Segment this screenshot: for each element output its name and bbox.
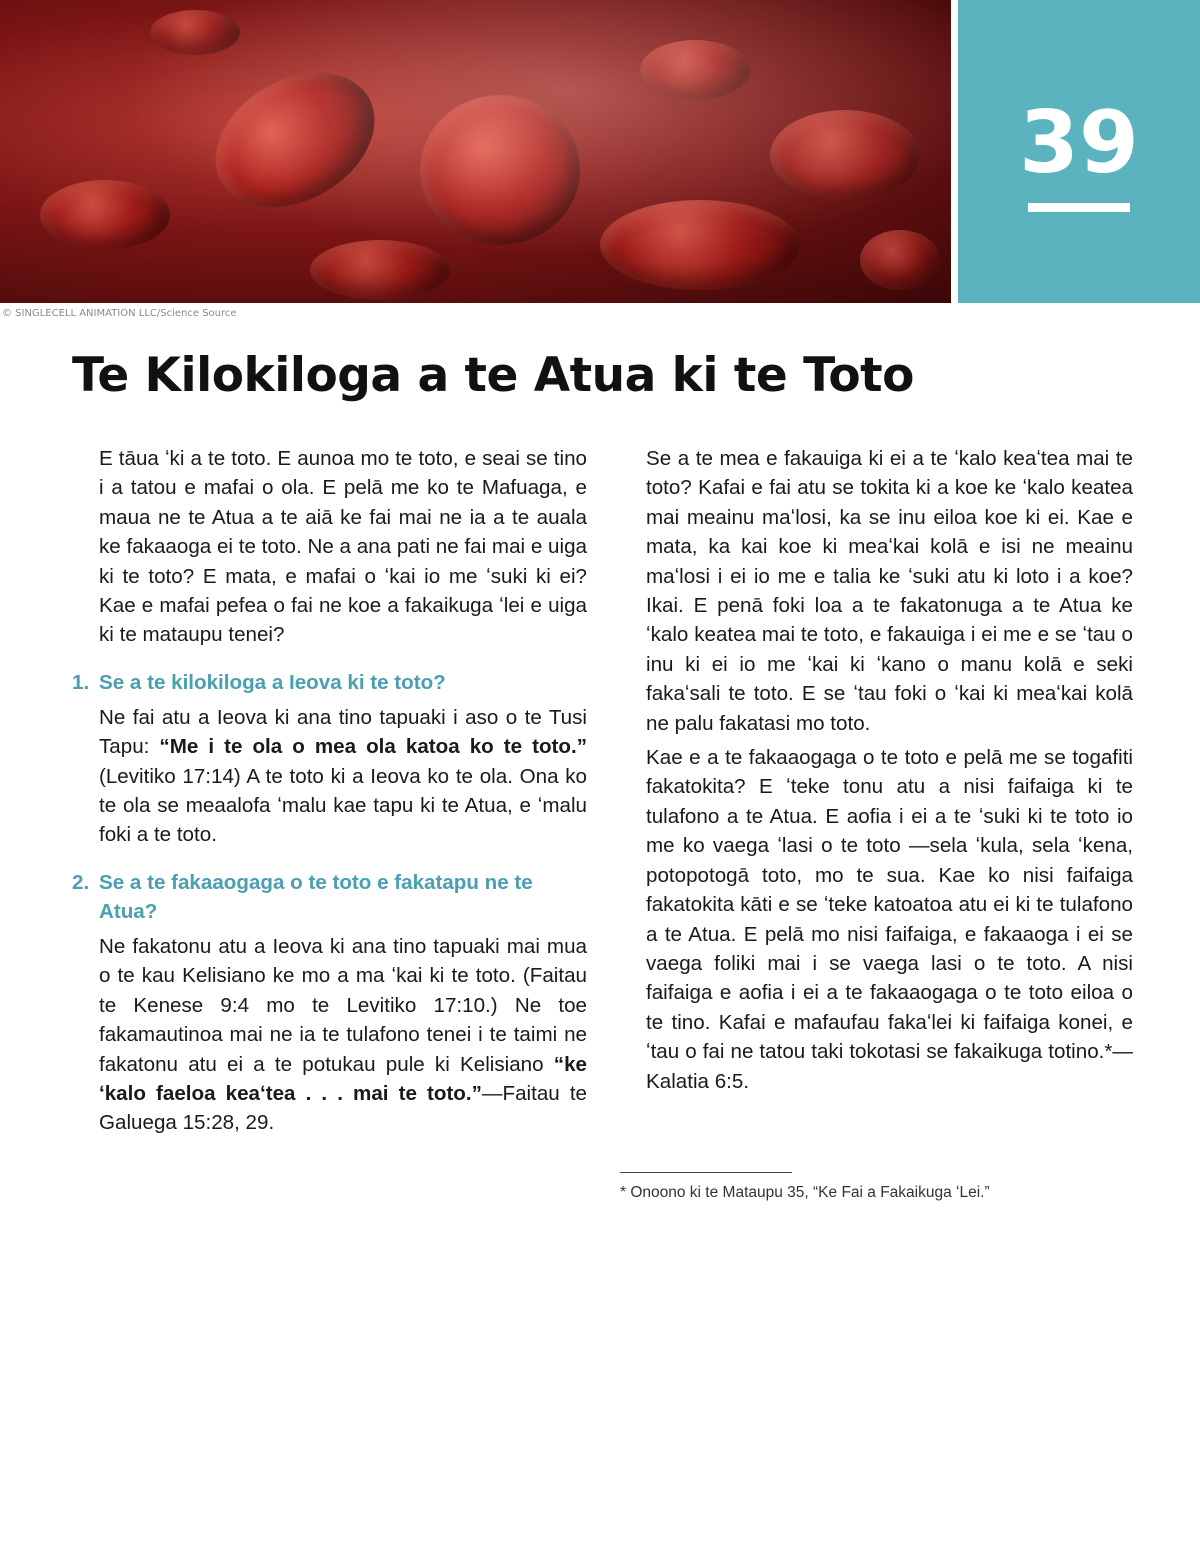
answer-paragraph-2 [99,932,587,1138]
question-text: Se a te fakaaogaga o te toto e fakatapu ne te Atua? [99,870,533,923]
text-run: (Levitiko 17:14) A te toto ki a Ieova ko te ola. Ona ko te ola se meaalofa ʻmalu kae tapu ki te Atua, e ʻmalu foki a te toto. [99,764,587,847]
body-paragraph: Se a te mea e fakauiga ki ei a te ʻkalo keaʻtea mai te toto? Kafai e fai atu se tokita ki a koe ke ʻkalo keatea mai meainu maʻlosi, ka se inu eiloa koe ki ei. Kae e mata, ka kai koe ki meaʻkai kolā e isi ne meainu maʻlosi i ei io me e talia ke ʻsuki atu ki loto i a koe? Ikai. E penā foki loa a te fakatonuga a te Atua ke ʻkalo keatea mai te toto, e fakauiga i ei me e se ʻtau o inu ki ei io me ʻkai ki ʻkano o manu kolā e seki fakaʻsali te toto. E se ʻtau foki o ʻkai ki meaʻkai kolā ne palu fakatasi mo toto. [646,447,1133,735]
text-run: Ne fai atu a Ieova ki ana tino tapuaki i aso o te Tusi Tapu: [99,705,587,759]
scripture-quote: “ke ʻkalo faeloa keaʻtea . . . mai te toto.” [99,1052,587,1105]
question-number: 2. [72,870,90,894]
page-title: Te Kilokiloga a te Atua ki te Toto [72,348,914,403]
blood-cells-image [0,0,951,303]
question-number: 1. [72,670,90,694]
image-haze [0,0,951,303]
image-credit: © SINGLECELL ANIMATION LLC/Science Source [2,308,237,319]
question-text: Se a te kilokiloga a Ieova ki te toto? [99,670,446,694]
answer-paragraph-1 [99,703,587,850]
chapter-underline [1028,203,1130,212]
chapter-number: 39 [1019,93,1139,193]
text-run: —Faitau te Galuega 15:28, 29. [99,1081,588,1135]
text-run: Ne fakatonu atu a Ieova ki ana tino tapuaki mai mua o te kau Kelisiano ke mo a ma ʻkai ki te toto. (Faitau te Kenese 9:4 mo te Levitiko 17:10.) Ne toe fakamautinoa mai ne ia te tulafono tenei i te taimi ne fakatonu atu ei a te potukau pule ki Kelisiano [99,934,587,1076]
intro-paragraph: E tāua ʻki a te toto. E aunoa mo te toto, e seai se tino i a tatou e mafai o ola. E pelā me ko te Mafuaga, e maua ne te Atua a te aiā ke fai mai ne ia a te auala ke fakaaoga ei te toto. Ne a ana pati ne fai mai e uiga ki te toto? E mata, e mafai o ʻkai io me ʻsuki ki ei? Kae e mafai pefea o fai ne koe a fakaikuga ʻlei e uiga ki te mataupu tenei? [99,447,587,647]
footnote-divider [620,1172,792,1173]
scripture-quote: “Me i te ola o mea ola katoa ko te toto.” [159,735,587,759]
left-column [72,444,588,1143]
question-heading-2 [72,868,587,926]
footnote: * Onoono ki te Mataupu 35, “Ke Fai a Fakaikuga ʻLei.” [620,1184,990,1201]
chapter-number-box [958,0,1200,303]
right-column [646,444,1133,1101]
question-heading-1 [72,668,587,697]
body-paragraph: Kae e a te fakaaogaga o te toto e pelā me se togafiti fakatokita? E ʻteke tonu atu a nisi faifaiga ki te tulafono a te Atua. E aofia i ei a te ʻsuki ki te toto io me ko vaega ʻlasi o te toto —sela ʻkula, sela ʻkena, potopotogā toto, mo te sua. Kae ko nisi faifaiga fakatokita kāti e se ʻteke katoatoa atu ei ki te tulafono a te Atua. E pelā mo nisi faifaiga, e fakaaoga i ei se vaega foliki mai i se vaega lasi o te toto. A nisi faifaiga e aofia i ei a te fakaaogaga o te toto eiloa o te tino. Kafai e mafaufau fakaʻlei ki faifaiga konei, e ʻtau o fai ne tatou taki tokotasi se fakaikuga totino.*—Kalatia 6:5. [646,746,1133,1093]
